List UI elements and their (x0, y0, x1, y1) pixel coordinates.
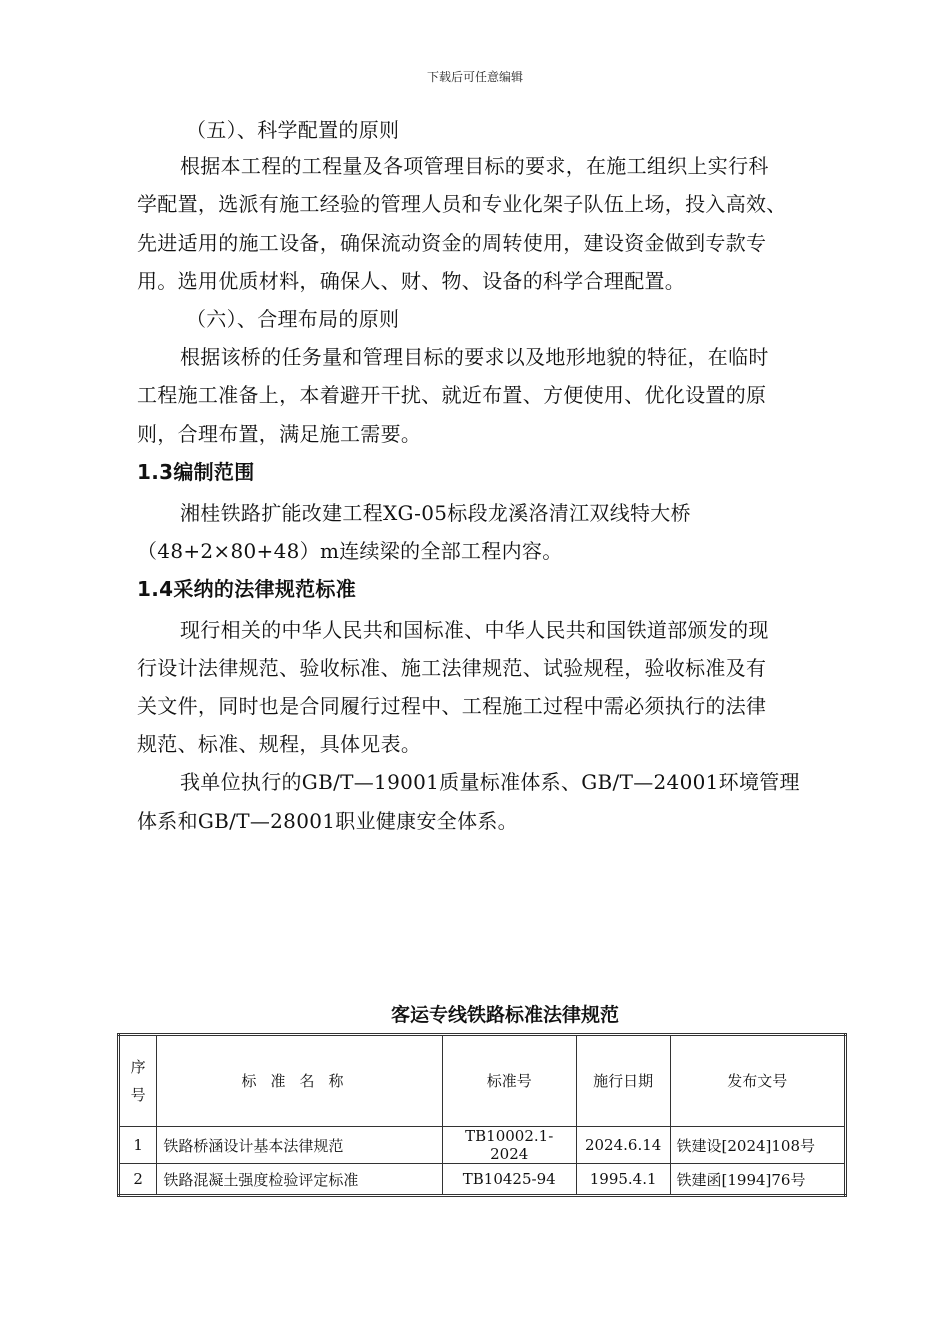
cell-date: 1995.4.1 (576, 1164, 670, 1196)
paragraph-line: 湘桂铁路扩能改建工程XG-05标段龙溪洛清江双线特大桥 (180, 501, 691, 525)
paragraph-line: 则，合理布置，满足施工需要。 (137, 422, 422, 446)
section-heading-6: （六）、合理布局的原则 (186, 307, 400, 331)
cell-doc: 铁建设[2024]108号 (670, 1127, 845, 1164)
page-header-note: 下载后可任意编辑 (426, 70, 523, 84)
paragraph-line: 我单位执行的GB/T—19001质量标准体系、GB/T—24001环境管理 (180, 770, 800, 794)
table-title: 客运专线铁路标准法律规范 (390, 1004, 619, 1026)
standards-table (117, 1033, 847, 1197)
paragraph-line: 关文件，同时也是合同履行过程中、工程施工过程中需必须执行的法律 (137, 694, 767, 718)
header-name: 标准名称 (157, 1035, 442, 1127)
table-row (119, 1164, 846, 1196)
table-header-row (119, 1035, 846, 1127)
header-number-line1: 序 (130, 1057, 146, 1076)
paragraph-line: 现行相关的中华人民共和国标准、中华人民共和国铁道部颁发的现 (180, 618, 769, 642)
cell-name: 铁路桥涵设计基本法律规范 (157, 1127, 442, 1164)
section-heading-5: （五）、科学配置的原则 (186, 118, 400, 142)
paragraph-line: 体系和GB/T—28001职业健康安全体系。 (137, 809, 518, 833)
header-date: 施行日期 (576, 1035, 670, 1127)
cell-doc: 铁建函[1994]76号 (670, 1164, 845, 1196)
paragraph-line: 根据本工程的工程量及各项管理目标的要求，在施工组织上实行科 (180, 154, 769, 178)
cell-code: TB10002.1-2024 (442, 1127, 576, 1164)
header-number (119, 1035, 157, 1127)
cell-number: 2 (119, 1164, 157, 1196)
cell-date: 2024.6.14 (576, 1127, 670, 1164)
table-row (119, 1127, 846, 1164)
section-heading-1-4: 1.4采纳的法律规范标准 (137, 577, 357, 601)
header-doc: 发布文号 (670, 1035, 845, 1127)
paragraph-line: （48+2×80+48）m连续梁的全部工程内容。 (137, 539, 563, 563)
paragraph-line: 学配置，选派有施工经验的管理人员和专业化架子队伍上场，投入高效、 (137, 192, 787, 216)
header-code: 标准号 (442, 1035, 576, 1127)
section-heading-1-3: 1.3编制范围 (137, 460, 255, 484)
header-number-line2: 号 (130, 1086, 146, 1104)
paragraph-line: 用。选用优质材料，确保人、财、物、设备的科学合理配置。 (137, 269, 686, 293)
paragraph-line: 先进适用的施工设备，确保流动资金的周转使用，建设资金做到专款专 (137, 231, 767, 255)
cell-name: 铁路混凝土强度检验评定标准 (157, 1164, 442, 1196)
cell-number: 1 (119, 1127, 157, 1164)
cell-code: TB10425-94 (442, 1164, 576, 1196)
paragraph-line: 规范、标准、规程，具体见表。 (137, 732, 422, 756)
paragraph-line: 行设计法律规范、验收标准、施工法律规范、试验规程，验收标准及有 (137, 656, 767, 680)
paragraph-line: 工程施工准备上，本着避开干扰、就近布置、方便使用、优化设置的原 (137, 383, 767, 407)
paragraph-line: 根据该桥的任务量和管理目标的要求以及地形地貌的特征，在临时 (180, 345, 769, 369)
